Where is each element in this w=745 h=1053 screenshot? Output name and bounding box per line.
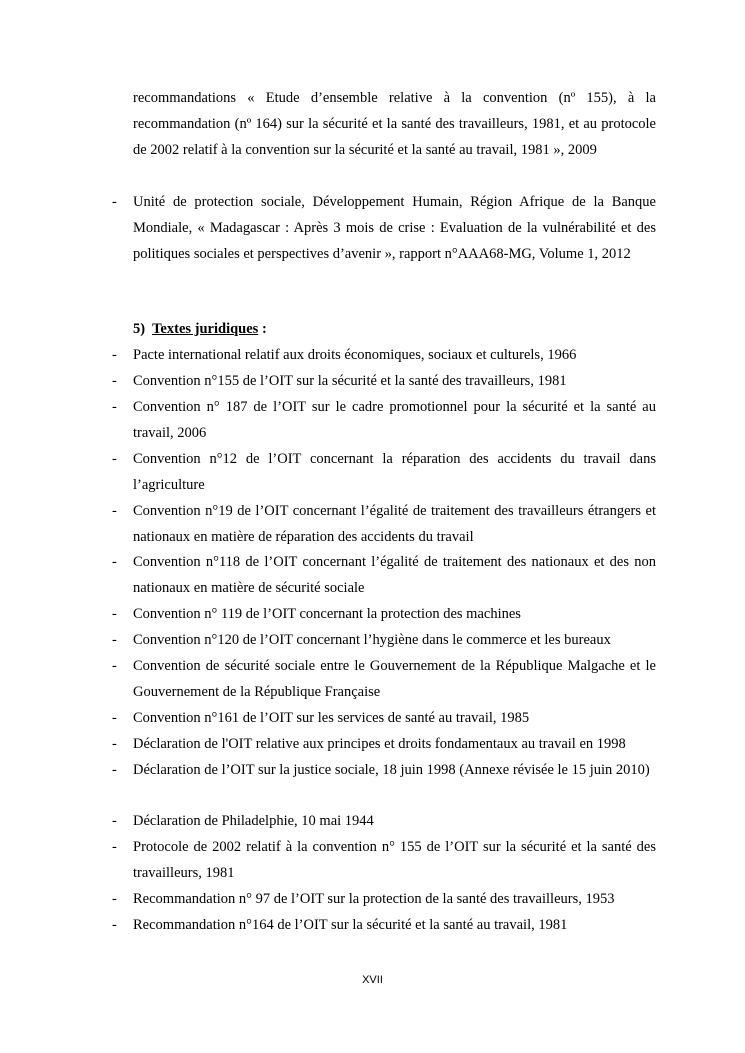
legal-text: Convention n°120 de l’OIT concernant l’hygiène dans le commerce et les bureaux: [133, 632, 611, 648]
bullet-dash: -: [112, 554, 117, 570]
bullet-dash: -: [112, 658, 117, 674]
bullet-dash: -: [112, 399, 117, 415]
bullet-dash: -: [112, 451, 117, 467]
legal-text: Convention n°155 de l’OIT sur la sécurité et la santé des travailleurs, 1981: [133, 373, 567, 389]
legal-text: Déclaration de Philadelphie, 10 mai 1944: [133, 813, 374, 829]
legal-text: Convention n° 187 de l’OIT sur le cadre promotionnel pour la sécurité et la santé au travail, 2006: [133, 399, 656, 441]
legal-text: Recommandation n° 97 de l’OIT sur la protection de la santé des travailleurs, 1953: [133, 891, 615, 907]
bullet-dash: -: [112, 710, 117, 726]
legal-text: Convention n°118 de l’OIT concernant l’égalité de traitement des nationaux et des non nationaux en matière de sécurité sociale: [133, 554, 656, 596]
legal-text: Convention de sécurité sociale entre le Gouvernement de la République Malgache et le Gouvernement de la République Française: [133, 658, 656, 700]
section-heading: [133, 316, 267, 342]
bullet-dash: -: [112, 606, 117, 622]
bullet-dash: -: [112, 813, 117, 829]
bullet-dash: -: [112, 839, 117, 855]
section-suffix: :: [258, 321, 267, 337]
legal-text: Protocole de 2002 relatif à la convention n° 155 de l’OIT sur la sécurité et la santé des travailleurs, 1981: [133, 839, 656, 881]
continuation-text: recommandations « Etude d’ensemble relative à la convention (nº 155), à la recommandation (nº 164) sur la sécurité et la santé des travailleurs, 1981, et au protocole de 2002 relatif à la convention sur la sécurité et la santé au travail, 1981 », 2009: [133, 90, 656, 158]
bullet-dash: -: [112, 373, 117, 389]
reference-text: Unité de protection sociale, Développement Humain, Région Afrique de la Banque Mondiale, « Madagascar : Après 3 mois de crise : Evaluation de la vulnérabilité et des politiques sociales et perspectives d’avenir », rapport n°AAA68-MG, Volume 1, 2012: [133, 194, 656, 262]
legal-text: Convention n°12 de l’OIT concernant la réparation des accidents du travail dans l’agriculture: [133, 451, 656, 493]
legal-text: Convention n°161 de l’OIT sur les services de santé au travail, 1985: [133, 710, 530, 726]
page-number: XVII: [362, 974, 383, 986]
legal-text: Pacte international relatif aux droits économiques, sociaux et culturels, 1966: [133, 347, 577, 363]
bullet-dash: -: [112, 917, 117, 933]
legal-text: Déclaration de l’OIT sur la justice sociale, 18 juin 1998 (Annexe révisée le 15 juin 2010): [133, 762, 650, 778]
bullet-dash: -: [112, 194, 117, 210]
bullet-dash: -: [112, 632, 117, 648]
bullet-dash: -: [112, 762, 117, 778]
bullet-dash: -: [112, 736, 117, 752]
legal-text: Convention n°19 de l’OIT concernant l’égalité de traitement des travailleurs étrangers et nationaux en matière de réparation des accidents du travail: [133, 503, 656, 545]
legal-text: Convention n° 119 de l’OIT concernant la protection des machines: [133, 606, 521, 622]
legal-text: Déclaration de l'OIT relative aux principes et droits fondamentaux au travail en 1998: [133, 736, 626, 752]
bullet-dash: -: [112, 891, 117, 907]
section-title: Textes juridiques: [152, 321, 259, 337]
bullet-dash: -: [112, 347, 117, 363]
section-number: 5): [133, 321, 146, 337]
legal-text: Recommandation n°164 de l’OIT sur la sécurité et la santé au travail, 1981: [133, 917, 568, 933]
bullet-dash: -: [112, 503, 117, 519]
